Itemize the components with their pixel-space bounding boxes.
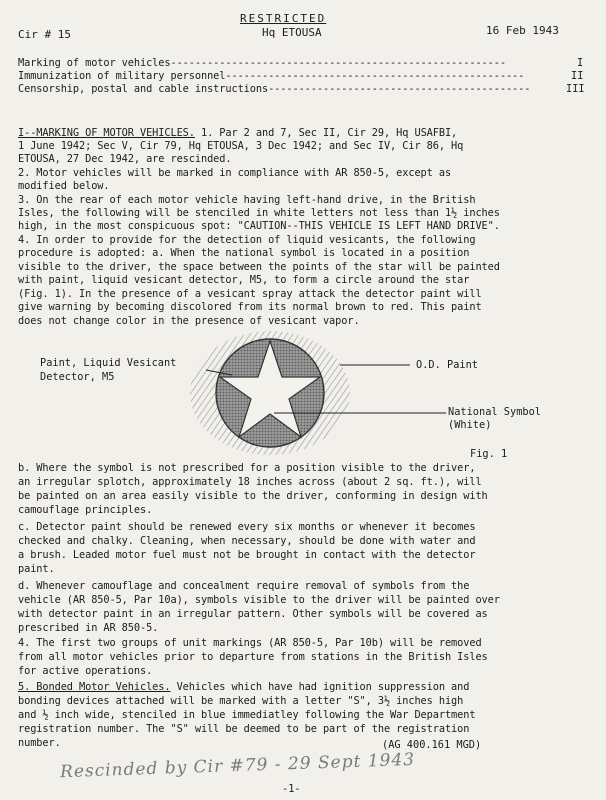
toc-item: Marking of motor vehicles------------------------------------------------------- bbox=[18, 57, 506, 69]
body-line: with detector paint in an irregular pattern. Other symbols will be covered as bbox=[18, 608, 488, 620]
label-detector-paint: Paint, Liquid Vesicant bbox=[40, 357, 177, 369]
circular-date: 16 Feb 1943 bbox=[486, 24, 559, 37]
body-line: registration number. The "S" will be deemed to be part of the registration bbox=[18, 723, 470, 735]
body-line: does not change color in the presence of vesicant vapor. bbox=[18, 315, 360, 327]
headquarters: Hq ETOUSA bbox=[262, 26, 322, 39]
toc-number: I bbox=[577, 57, 584, 69]
body-line: modified below. bbox=[18, 180, 110, 192]
section-heading-line: I--MARKING OF MOTOR VEHICLES. 1. Par 2 and 7, Sec II, Cir 29, Hq USAFBI, bbox=[18, 127, 458, 139]
section-title: I--MARKING OF MOTOR VEHICLES. bbox=[18, 127, 195, 139]
body-line: high, in the most conspicuous spot: "CAUTION--THIS VEHICLE IS LEFT HAND DRIVE". bbox=[18, 220, 500, 232]
body-line: c. Detector paint should be renewed every six months or whenever it becomes bbox=[18, 521, 476, 533]
body-line: an irregular splotch, approximately 18 inches across (about 2 sq. ft.), will bbox=[18, 476, 482, 488]
body-line: vehicle (AR 850-5, Par 10a), symbols visible to the driver will be painted over bbox=[18, 594, 500, 606]
body-line: Isles, the following will be stenciled in white letters not less than 1½ inches bbox=[18, 207, 500, 219]
label-detector-paint-model: Detector, M5 bbox=[40, 371, 115, 383]
body-line: checked and chalky. Cleaning, when necessary, should be done with water and bbox=[18, 535, 476, 547]
circular-number: Cir # 15 bbox=[18, 28, 71, 41]
toc-item: Immunization of military personnel------------------------------------------------- bbox=[18, 70, 525, 82]
body-line: ETOUSA, 27 Dec 1942, are rescinded. bbox=[18, 153, 232, 165]
body-line: 3. On the rear of each motor vehicle having left-hand drive, in the British bbox=[18, 194, 476, 206]
body-line: 4. In order to provide for the detection of liquid vesicants, the following bbox=[18, 234, 476, 246]
body-line: visible to the driver, the space between the points of the star will be painted bbox=[18, 261, 500, 273]
figure-1-illustration bbox=[0, 325, 606, 475]
body-line: 1 June 1942; Sec V, Cir 79, Hq ETOUSA, 3 Dec 1942; and Sec IV, Cir 86, Hq bbox=[18, 140, 464, 152]
body-line: a brush. Leaded motor fuel must not be brought in contact with the detector bbox=[18, 549, 476, 561]
body-line: 5. Bonded Motor Vehicles. Vehicles which have had ignition suppression and bbox=[18, 681, 470, 693]
label-symbol-color: (White) bbox=[448, 419, 492, 431]
body-line: and ½ inch wide, stenciled in blue immediatley following the War Department bbox=[18, 709, 476, 721]
reference-number: (AG 400.161 MGD) bbox=[382, 739, 482, 751]
handwritten-note: Rescinded by Cir #79 - 29 Sept 1943 bbox=[59, 749, 416, 783]
body-line: paint. bbox=[18, 563, 55, 575]
body-line: camouflage principles. bbox=[18, 504, 153, 516]
label-od-paint: O.D. Paint bbox=[416, 359, 478, 371]
body-line: b. Where the symbol is not prescribed for a position visible to the driver, bbox=[18, 462, 476, 474]
body-line: with paint, liquid vesicant detector, M5, to form a circle around the star bbox=[18, 274, 470, 286]
figure-caption: Fig. 1 bbox=[470, 448, 508, 460]
bonded-vehicles-heading: 5. Bonded Motor Vehicles. bbox=[18, 681, 171, 693]
body-line: procedure is adopted: a. When the national symbol is located in a position bbox=[18, 247, 470, 259]
restricted-stamp: RESTRICTED bbox=[240, 12, 327, 25]
body-line: bonding devices attached will be marked with a letter "S", 3½ inches high bbox=[18, 695, 464, 707]
body-line: (Fig. 1). In the presence of a vesicant spray attack the detector paint will bbox=[18, 288, 482, 300]
page-number: -1- bbox=[282, 783, 301, 795]
body-line: give warning by becoming discolored from its normal brown to red. This paint bbox=[18, 301, 482, 313]
body-line: 4. The first two groups of unit markings (AR 850-5, Par 10b) will be removed bbox=[18, 637, 482, 649]
body-line: d. Whenever camouflage and concealment require removal of symbols from the bbox=[18, 580, 470, 592]
toc-number: III bbox=[566, 83, 585, 95]
body-line: for active operations. bbox=[18, 665, 153, 677]
body-line: number. bbox=[18, 737, 61, 749]
toc-number: II bbox=[571, 70, 584, 82]
label-national-symbol: National Symbol bbox=[448, 406, 541, 418]
body-line: from all motor vehicles prior to departure from stations in the British Isles bbox=[18, 651, 488, 663]
toc-item: Censorship, postal and cable instructions------------------------------------------- bbox=[18, 83, 531, 95]
body-line: 2. Motor vehicles will be marked in compliance with AR 850-5, except as bbox=[18, 167, 452, 179]
body-line: prescribed in AR 850-5. bbox=[18, 622, 159, 634]
body-line: be painted on an area easily visible to the driver, conforming in design with bbox=[18, 490, 488, 502]
